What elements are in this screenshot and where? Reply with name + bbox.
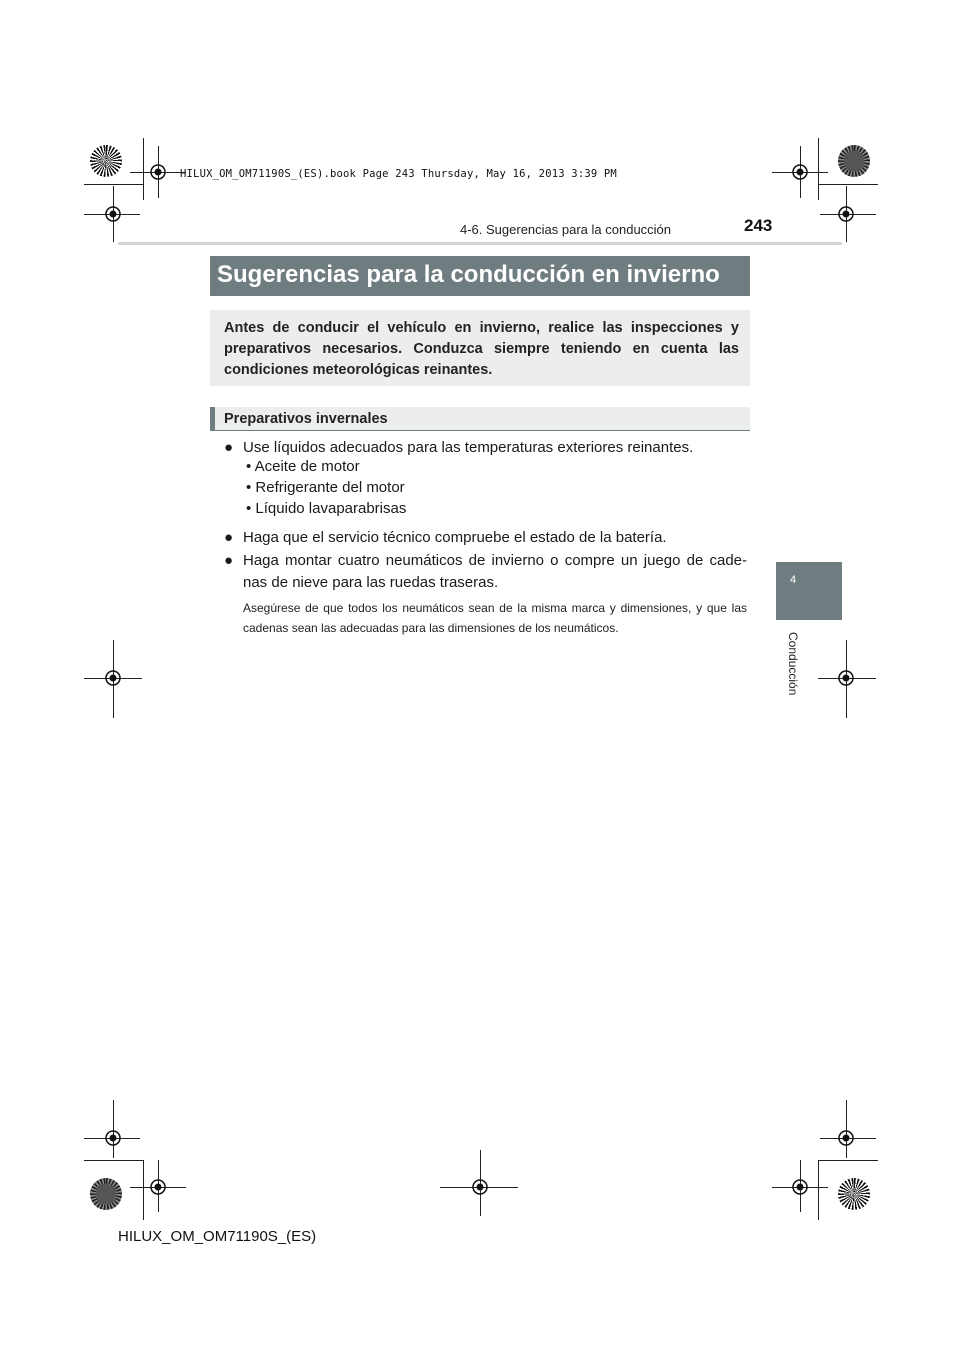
- star-target-icon: [90, 145, 122, 177]
- registration-crosshair-icon: [102, 667, 124, 689]
- registration-crosshair-icon: [102, 203, 124, 225]
- bullet-icon: ●: [224, 439, 234, 456]
- star-target-icon: [90, 1178, 122, 1210]
- registration-crosshair-icon: [147, 161, 169, 183]
- sub-list-item: • Refrigerante del motor: [246, 479, 405, 496]
- subsection-title: Preparativos invernales: [224, 411, 388, 427]
- section-label: 4-6. Sugerencias para la conducción: [460, 222, 672, 237]
- title-bar: [210, 256, 750, 296]
- list-item: [224, 550, 750, 594]
- bullet-text: Haga montar cuatro neumáticos de invierno o compre un juego de cade-nas de nieve para las ruedas traseras.: [243, 552, 747, 591]
- registration-crosshair-icon: [835, 1127, 857, 1149]
- registration-crosshair-icon: [147, 1176, 169, 1198]
- registration-crosshair-icon: [102, 1127, 124, 1149]
- subsection-accent: [210, 407, 215, 430]
- list-item: [224, 527, 750, 549]
- file-stamp: HILUX_OM_OM71190S_(ES).book Page 243 Thursday, May 16, 2013 3:39 PM: [180, 168, 617, 180]
- sub-list-item: • Líquido lavaparabrisas: [246, 500, 407, 517]
- bullet-icon: ●: [224, 552, 234, 569]
- page-title: Sugerencias para la conducción en invierno: [217, 261, 720, 288]
- note-text: Asegúrese de que todos los neumáticos sean de la misma marca y dimensiones, y que las cadenas sean las adecuadas para las dimensiones de los neumáticos.: [243, 601, 747, 635]
- intro-text: Antes de conducir el vehículo en invierno, realice las inspecciones y preparativos necesarios. Conduzca siempre teniendo en cuenta las condiciones meteorológicas reinantes.: [210, 310, 750, 386]
- page-number: 243: [744, 216, 773, 235]
- registration-crosshair-icon: [835, 667, 857, 689]
- sub-list-item: • Aceite de motor: [246, 458, 360, 475]
- chapter-tab: [776, 562, 842, 620]
- footer-code: HILUX_OM_OM71190S_(ES): [118, 1228, 317, 1245]
- chapter-label: Conducción: [786, 632, 800, 696]
- list-item: [224, 437, 750, 459]
- star-target-icon: [838, 145, 870, 177]
- registration-crosshair-icon: [835, 203, 857, 225]
- subsection-header: [210, 407, 750, 431]
- bullet-icon: ●: [224, 529, 234, 546]
- header-rule: [118, 242, 842, 245]
- registration-crosshair-icon: [469, 1176, 491, 1198]
- registration-crosshair-icon: [789, 161, 811, 183]
- bullet-text: Haga que el servicio técnico compruebe el estado de la batería.: [243, 529, 667, 546]
- registration-crosshair-icon: [789, 1176, 811, 1198]
- bullet-text: Use líquidos adecuados para las temperaturas exteriores reinantes.: [243, 439, 694, 456]
- star-target-icon: [838, 1178, 870, 1210]
- chapter-number: 4: [790, 574, 797, 586]
